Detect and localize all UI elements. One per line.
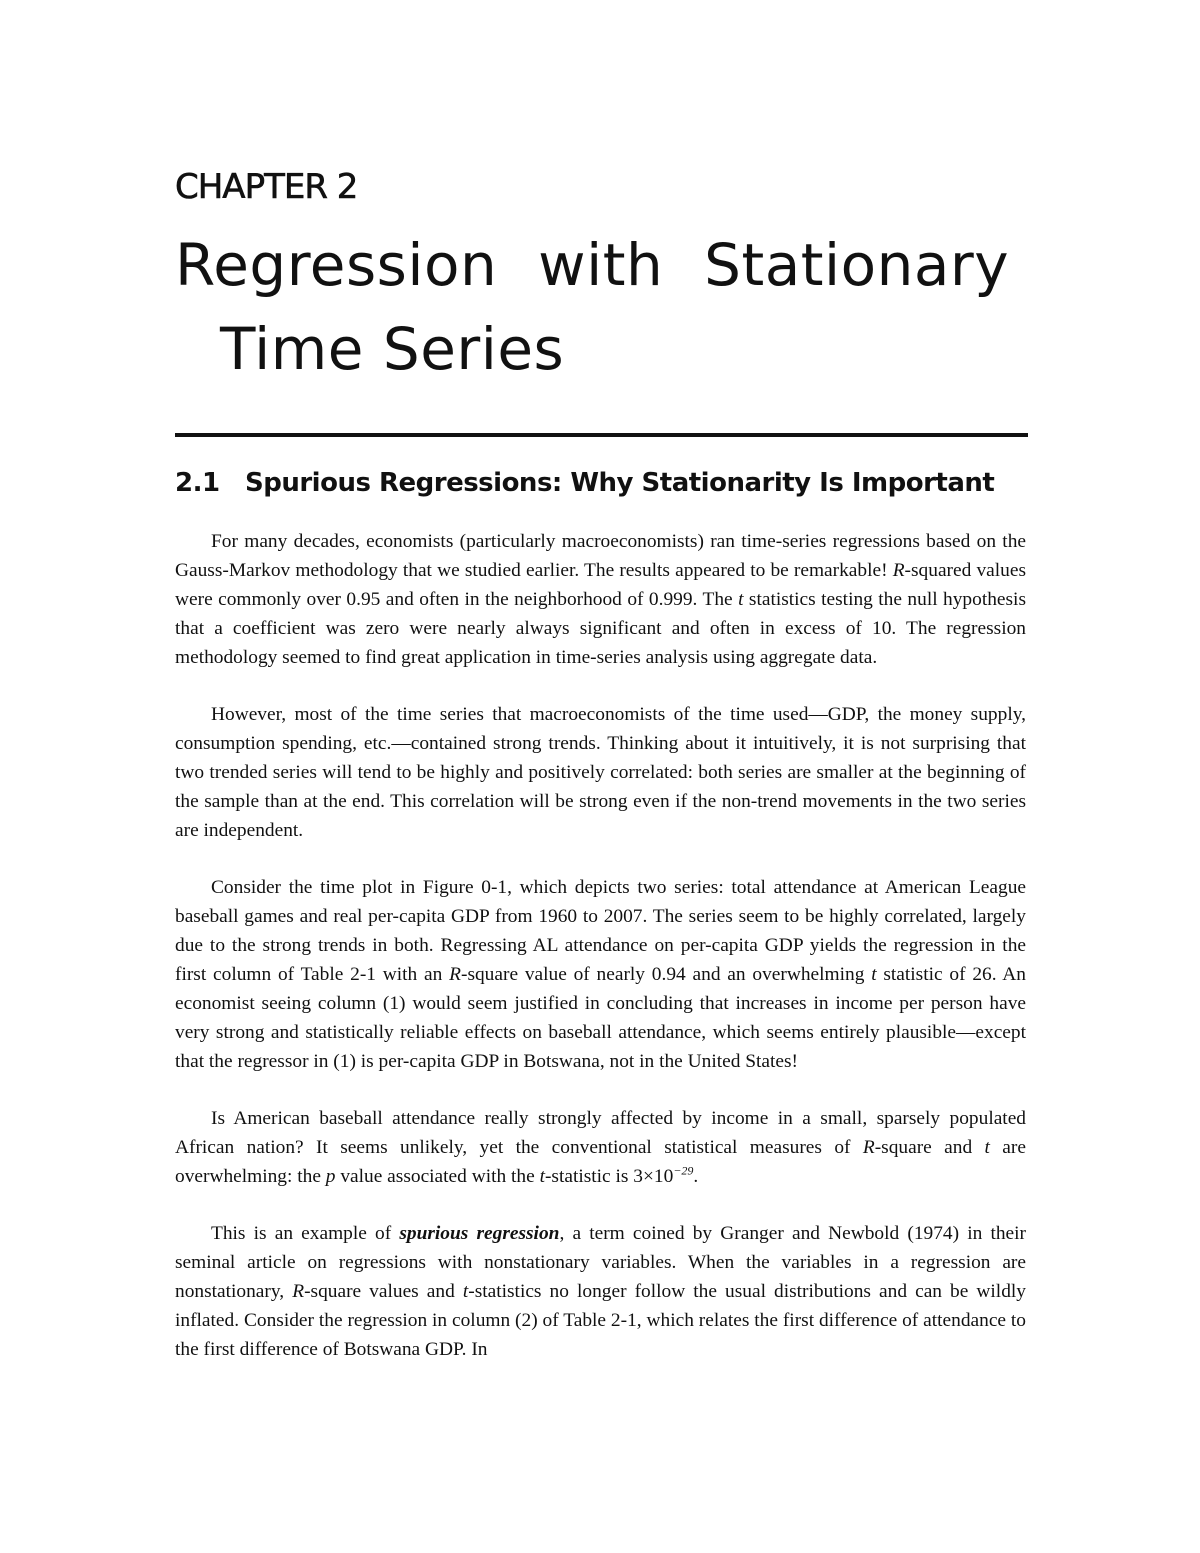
exponent: −29 <box>673 1163 694 1178</box>
paragraph-4-text-b: -square and <box>874 1137 985 1158</box>
variable-t: t <box>539 1166 545 1187</box>
paragraph-4-text-f: . <box>693 1166 699 1187</box>
paragraph-2: However, most of the time series that macroeconomists of the time used—GDP, the money supply, consumption spending, etc.—contained strong trends. Thinking about it intuitively, it is not surprising that two trended series will tend to be highly and positively correlated: both series are smaller at the beginning of the sample than at the end. This correlation will be strong even if the non-trend movements in the two series are independent. <box>175 704 1026 841</box>
variable-r: R <box>862 1137 875 1158</box>
variable-t: t <box>984 1137 990 1158</box>
paragraph-1-text-c: statistics testing the null hypothesis that a coefficient was zero were nearly always significant and often in excess of 10. The regression methodology seemed to find great application in time-series analysis using aggregate data. <box>175 589 1026 668</box>
paragraph-1-text-a: For many decades, economists (particularly macroeconomists) ran time-series regressions based on the Gauss-Markov methodology that we studied earlier. The results appeared to be remarkable! <box>175 531 1026 581</box>
section-heading <box>175 465 1026 501</box>
body-text <box>175 527 1026 1364</box>
paragraph-3-text-a: Consider the time plot in Figure 0-1, which depicts two series: total attendance at American League baseball games and real per-capita GDP from 1960 to 2007. The series seem to be highly correlated, largely due to the strong trends in both. Regressing AL attendance on per-capita GDP yields the regression in the first column of Table 2-1 with an <box>175 877 1026 985</box>
paragraph-4-text-e: -statistic is 3×10 <box>544 1166 674 1187</box>
paragraph-3 <box>175 873 1026 1076</box>
paragraph-5-text-d: -statistics no longer follow the usual distributions and can be wildly inflated. Consider the regression in column (2) of Table 2-1, which relates the first difference of attendance to the first difference of Botswana GDP. In <box>175 1281 1026 1360</box>
chapter-title-line-1: Regression with Stationary <box>175 231 1010 299</box>
paragraph-5-text-b: , a term coined by Granger and Newbold (1974) in their seminal article on regressions with nonstationary variables. When the variables in a regression are nonstationary, <box>175 1223 1026 1302</box>
variable-r: R <box>449 964 461 985</box>
paragraph-4-text-d: value associated with the <box>335 1166 540 1187</box>
defined-term: spurious regression <box>399 1223 560 1244</box>
paragraph-5 <box>175 1219 1026 1364</box>
chapter-label: CHAPTER 2 <box>175 167 358 207</box>
paragraph-3-text-c: statistic of 26. An economist seeing column (1) would seem justified in concluding that increases in income per person have very strong and statistically reliable effects on baseball attendance, which seems entirely plausible—except that the regressor in (1) is per-capita GDP in Botswana, not in the United States! <box>175 964 1026 1072</box>
variable-t: t <box>871 964 877 985</box>
chapter-divider <box>175 433 1028 437</box>
chapter-title <box>175 223 1026 391</box>
paragraph-4-text-a: Is American baseball attendance really strongly affected by income in a small, sparsely populated African nation? It seems unlikely, yet the conventional statistical measures of <box>175 1108 1026 1158</box>
chapter-title-line-2: Time Series <box>220 315 565 383</box>
paragraph-4 <box>175 1104 1026 1191</box>
paragraph-1-text-b: -squared values were commonly over 0.95 and often in the neighborhood of 0.999. The <box>175 560 1026 610</box>
variable-p: p <box>325 1166 336 1187</box>
paragraph-5-text-a: This is an example of <box>211 1223 400 1244</box>
section-title: Spurious Regressions: Why Stationarity Is Important <box>245 468 995 498</box>
paragraph-3-text-b: -square value of nearly 0.94 and an overwhelming <box>460 964 872 985</box>
variable-r: R <box>892 560 905 581</box>
variable-r: R <box>292 1281 305 1302</box>
paragraph-4-text-c: are overwhelming: the <box>175 1137 1026 1187</box>
section-number: 2.1 <box>175 468 220 498</box>
variable-t: t <box>738 589 744 610</box>
paragraph-1 <box>175 527 1026 672</box>
variable-t: t <box>462 1281 469 1302</box>
paragraph-5-text-c: -square values and <box>304 1281 463 1302</box>
document-page <box>175 165 1026 1364</box>
